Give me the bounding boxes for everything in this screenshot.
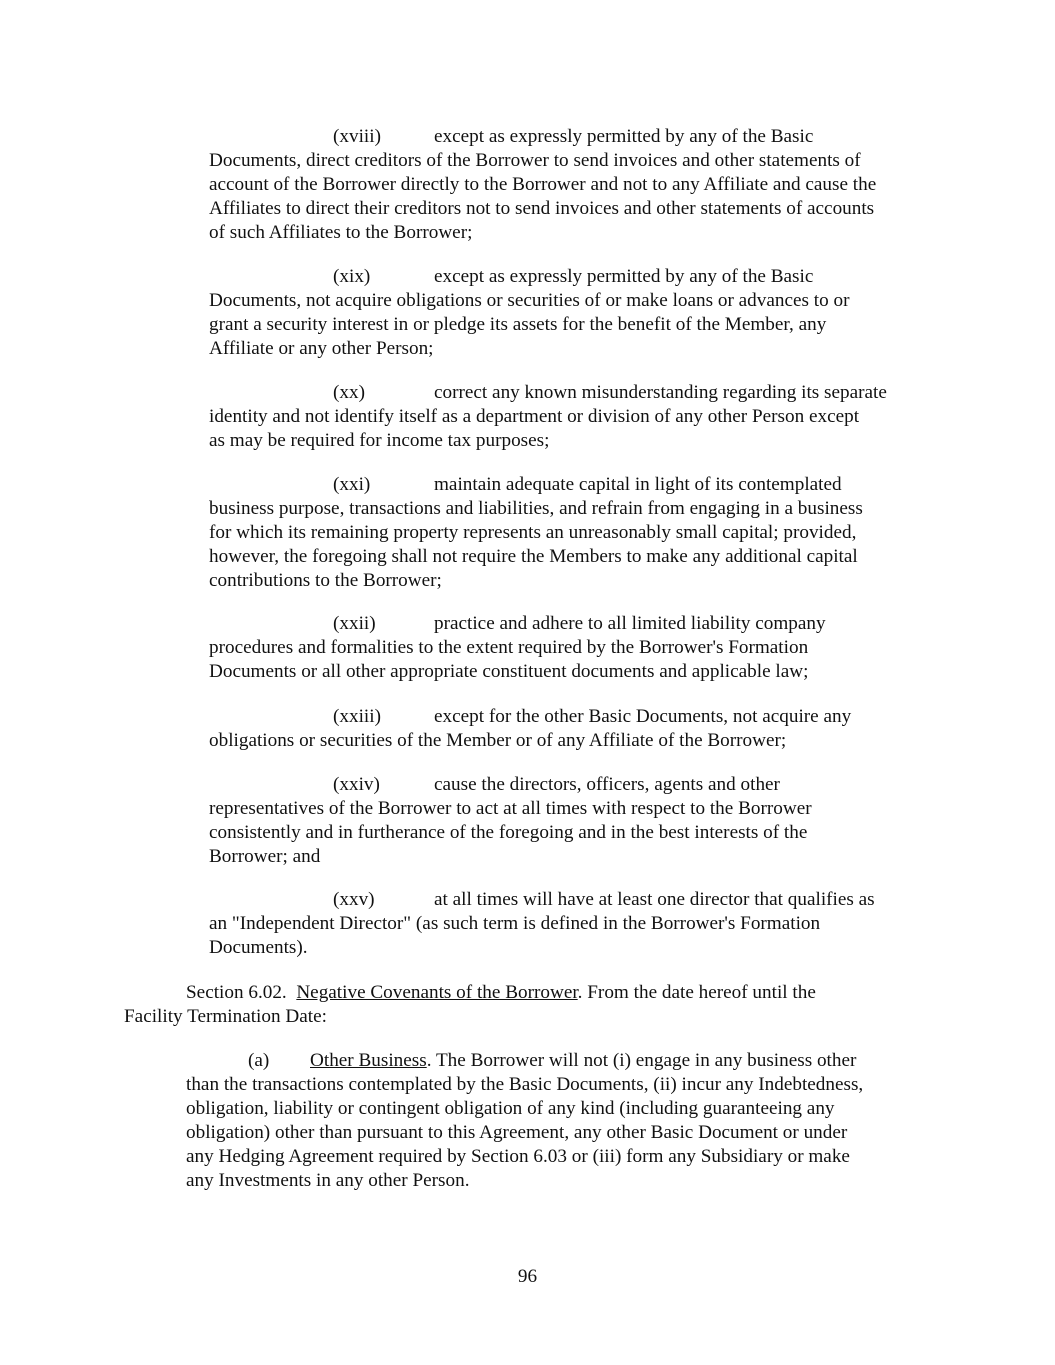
subsection-lead: cause the directors, officers, agents and other xyxy=(434,774,780,795)
subsection-lead: practice and adhere to all limited liability company xyxy=(434,613,826,634)
text-line: any Investments in any other Person. xyxy=(186,1170,470,1191)
subsection-label: (xix) xyxy=(333,266,371,287)
clause-lead-rest: . The Borrower will not (i) engage in any business other xyxy=(426,1050,857,1071)
text-line: representatives of the Borrower to act at all times with respect to the Borrower xyxy=(209,798,812,819)
subsection-xviii xyxy=(209,125,939,245)
text-line: of such Affiliates to the Borrower; xyxy=(209,222,473,243)
text-line: contributions to the Borrower; xyxy=(209,570,442,591)
text-line: an "Independent Director" (as such term is defined in the Borrower's Formation xyxy=(209,913,821,934)
subsection-label: (xxiv) xyxy=(333,774,380,795)
text-line: obligations or securities of the Member or of any Affiliate of the Borrower; xyxy=(209,730,787,751)
page-number: 96 xyxy=(517,1266,538,1287)
text-line: grant a security interest in or pledge its assets for the benefit of the Member, any xyxy=(209,314,827,335)
text-line: Documents, not acquire obligations or securities of or make loans or advances to or xyxy=(209,290,850,311)
text-line: however, the foregoing shall not require the Members to make any additional capital xyxy=(209,546,858,567)
text-line: identity and not identify itself as a department or division of any other Person except xyxy=(209,406,860,427)
text-line: consistently and in furtherance of the foregoing and in the best interests of the xyxy=(209,822,808,843)
text-line: Affiliate or any other Person; xyxy=(209,338,434,359)
section-number: Section 6.02. xyxy=(186,982,287,1003)
text-line: Borrower; and xyxy=(209,846,321,867)
text-line: as may be required for income tax purposes; xyxy=(209,430,550,451)
subsection-lead: correct any known misunderstanding regarding its separate xyxy=(434,382,887,403)
subsection-lead: except as expressly permitted by any of the Basic xyxy=(434,126,814,147)
text-line: obligation) other than pursuant to this Agreement, any other Basic Document or under xyxy=(186,1122,848,1143)
subsection-label: (xviii) xyxy=(333,126,381,147)
subsection-xxv xyxy=(209,888,939,960)
clause-title: Other Business xyxy=(310,1050,427,1071)
text-line: account of the Borrower directly to the Borrower and not to any Affiliate and cause the xyxy=(209,174,877,195)
subsection-label: (xxv) xyxy=(333,889,375,910)
text-line: procedures and formalities to the extent required by the Borrower's Formation xyxy=(209,637,809,658)
subsection-label: (xxi) xyxy=(333,474,371,495)
subsection-lead: at all times will have at least one director that qualifies as xyxy=(434,889,875,910)
subsection-lead: except as expressly permitted by any of the Basic xyxy=(434,266,814,287)
text-line: than the transactions contemplated by the Basic Documents, (ii) incur any Indebtedness, xyxy=(186,1074,864,1095)
section-lead-rest: . From the date hereof until the xyxy=(577,982,816,1003)
section-6-02 xyxy=(124,981,944,1029)
text-line: any Hedging Agreement required by Section 6.03 or (iii) form any Subsidiary or make xyxy=(186,1146,850,1167)
subsection-xxiii xyxy=(209,705,939,753)
clause-label: (a) xyxy=(248,1050,270,1071)
subsection-lead: maintain adequate capital in light of its contemplated xyxy=(434,474,842,495)
text-line: Affiliates to direct their creditors not to send invoices and other statements of accounts xyxy=(209,198,875,219)
text-line: Documents). xyxy=(209,937,308,958)
subsection-label: (xxii) xyxy=(333,613,376,634)
text-line: business purpose, transactions and liabilities, and refrain from engaging in a business xyxy=(209,498,863,519)
text-line: Documents or all other appropriate constituent documents and applicable law; xyxy=(209,661,809,682)
subsection-lead: except for the other Basic Documents, not acquire any xyxy=(434,706,852,727)
subsection-xx xyxy=(209,381,939,453)
subsection-xxii xyxy=(209,612,939,684)
text-line: Documents, direct creditors of the Borrower to send invoices and other statements of xyxy=(209,150,861,171)
section-title: Negative Covenants of the Borrower xyxy=(296,982,578,1003)
subsection-xix xyxy=(209,265,939,361)
subsection-xxi xyxy=(209,473,939,593)
subsection-label: (xx) xyxy=(333,382,365,403)
text-line: Facility Termination Date: xyxy=(124,1006,327,1027)
subsection-label: (xxiii) xyxy=(333,706,381,727)
text-line: for which its remaining property represents an unreasonably small capital; provided, xyxy=(209,522,857,543)
clause-a xyxy=(186,1049,931,1193)
text-line: obligation, liability or contingent obligation of any kind (including guaranteeing any xyxy=(186,1098,835,1119)
subsection-xxiv xyxy=(209,773,939,869)
